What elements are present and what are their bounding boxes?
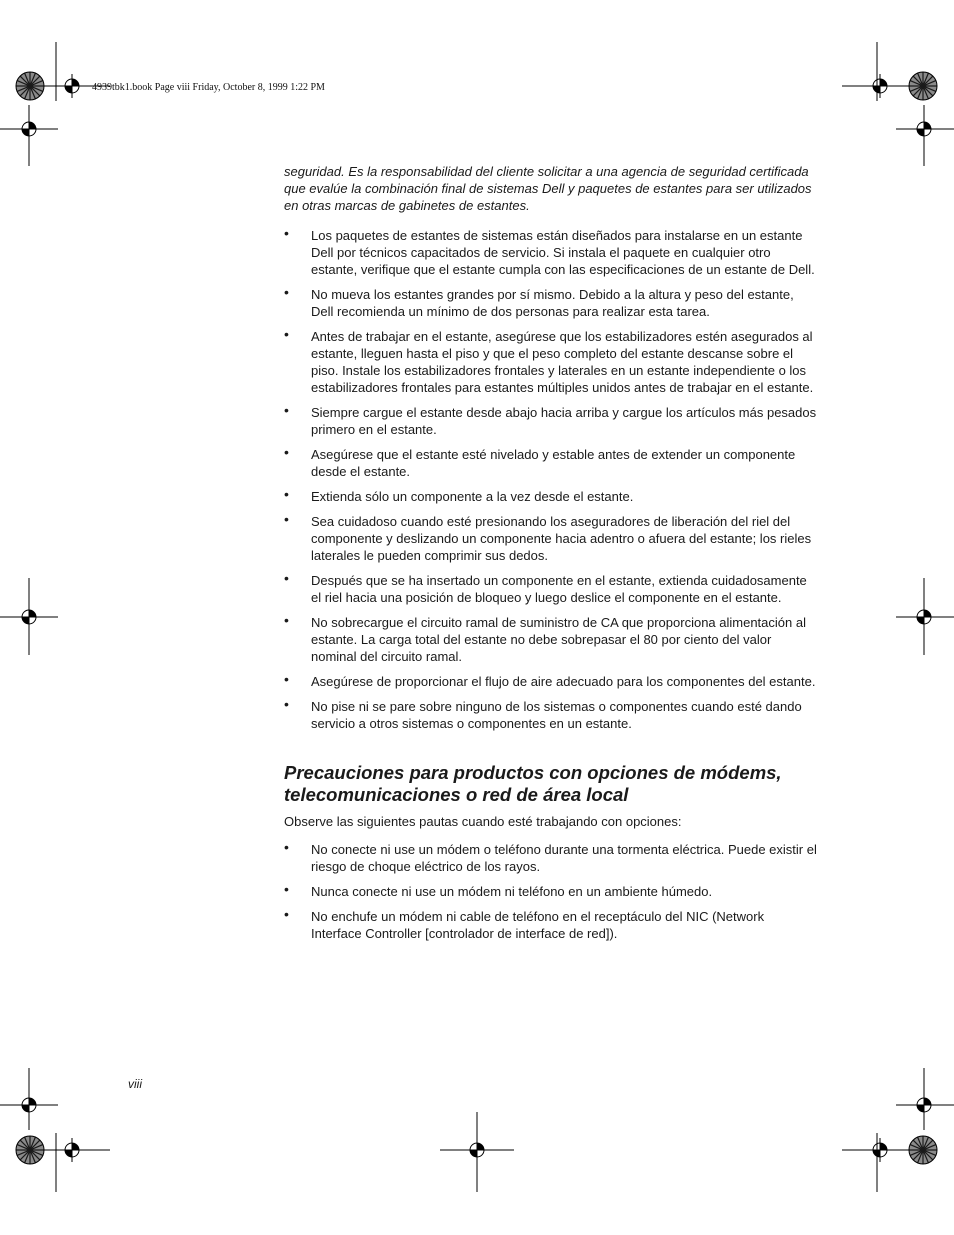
rack-precautions-list [284,227,818,732]
list-item: • Extienda sólo un componente a la vez desde el estante. [284,488,818,505]
print-header-slug: 4939tbk1.book Page viii Friday, October 8, 1999 1:22 PM [92,82,325,93]
list-item: • Sea cuidadoso cuando esté presionando los aseguradores de liberación del riel del componente y deslizando un componente hacia adentro o afuera del estante; los rieles laterales le pueden comprimir sus dedos. [284,513,818,564]
list-item: • Siempre cargue el estante desde abajo hacia arriba y cargue los artículos más pesados primero en el estante. [284,404,818,438]
page-number: viii [128,1077,142,1091]
section-lead: Observe las siguientes pautas cuando esté trabajando con opciones: [284,814,682,829]
list-item: • Asegúrese que el estante esté nivelado y estable antes de extender un componente desde el estante. [284,446,818,480]
list-item: • Nunca conecte ni use un módem ni teléfono en un ambiente húmedo. [284,883,818,900]
list-item: • Los paquetes de estantes de sistemas están diseñados para instalarse en un estante Dell por técnicos capacitados de servicio. Si instala el paquete en cualquier otro estante, verifique que el estante cumpla con las especificaciones de un estante de Dell. [284,227,818,278]
list-item: • No enchufe un módem ni cable de teléfono en el receptáculo del NIC (Network Interface Controller [controlador de interface de red]). [284,908,818,942]
list-item: • No mueva los estantes grandes por sí mismo. Debido a la altura y peso del estante, Dell recomienda un mínimo de dos personas para realizar esta tarea. [284,286,818,320]
intro-paragraph: seguridad. Es la responsabilidad del cliente solicitar a una agencia de seguridad certificada que evalúe la combinación final de sistemas Dell y paquetes de estantes para ser utilizados en otras marcas de gabinetes de estantes. [284,164,812,213]
list-item: • No sobrecargue el circuito ramal de suministro de CA que proporciona alimentación al estante. La carga total del estante no debe sobrepasar el 80 por ciento del valor nominal del circuito ramal. [284,614,818,665]
list-item: • No conecte ni use un módem o teléfono durante una tormenta eléctrica. Puede existir el riesgo de choque eléctrico de los rayos. [284,841,818,875]
list-item: • Asegúrese de proporcionar el flujo de aire adecuado para los componentes del estante. [284,673,818,690]
page-content [284,163,818,950]
list-item: • Antes de trabajar en el estante, asegúrese que los estabilizadores estén asegurados al estante, lleguen hasta el piso y que el peso completo del estante descanse sobre el piso. Instale los estabilizadores frontales y laterales en un estante independiente o los estabilizadores frontales para estantes múltiples unidos antes de trabajar en el estante. [284,328,818,396]
modem-precautions-list [284,841,818,942]
list-item: • No pise ni se pare sobre ninguno de los sistemas o componentes cuando esté dando servicio a otros sistemas o componentes en un estante. [284,698,818,732]
list-item: • Después que se ha insertado un componente en el estante, extienda cuidadosamente el riel hacia una posición de bloqueo y luego deslice el componente en el estante. [284,572,818,606]
section-heading: Precauciones para productos con opciones de módems, telecomunicaciones o red de área local [284,762,782,805]
